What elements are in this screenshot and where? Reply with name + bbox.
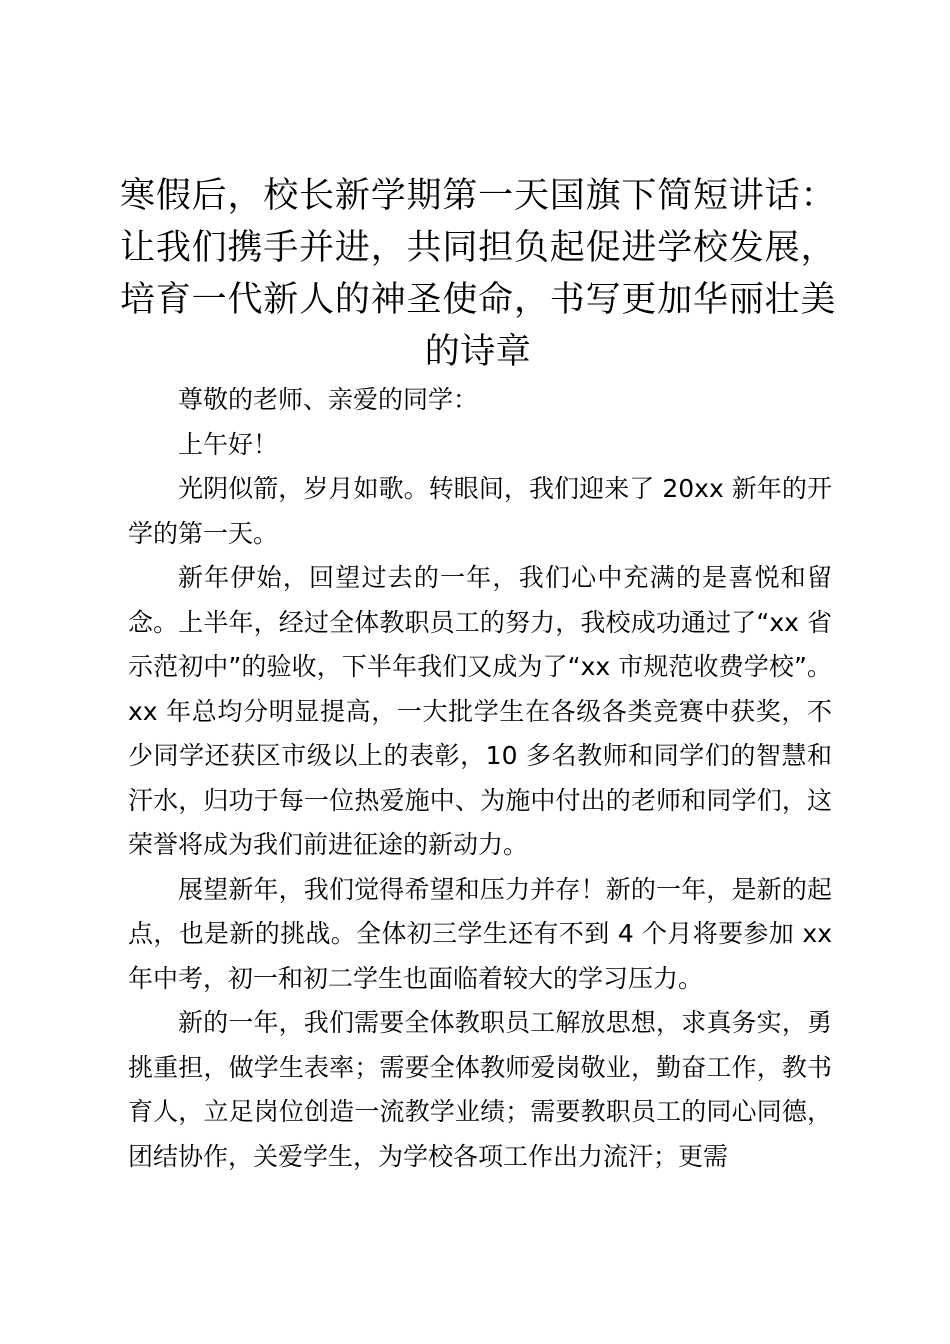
- body-paragraph: 新的一年，我们需要全体教职员工解放思想，求真务实，勇挑重担，做学生表率；需要全体教师爱岗敬业，勤奋工作，教书育人，立足岗位创造一流教学业绩；需要教职员工的同心同德，团结协作，关爱学生，为学校各项工作出力流汗；更需: [128, 1008, 832, 1171]
- greeting: 上午好！: [178, 429, 279, 459]
- salutation: 尊敬的老师、亲爱的同学：: [178, 385, 479, 414]
- body-paragraph: 光阴似箭，岁月如歌。转眼间，我们迎来了 20xx 新年的开学的第一天。: [128, 474, 832, 548]
- document-body: [128, 378, 832, 1179]
- document-title: 寒假后，校长新学期第一天国旗下简短讲话：让我们携手并进，共同担负起促进学校发展，培育一代新人的神圣使命，书写更加华丽壮美的诗章: [120, 176, 836, 372]
- body-paragraph: 新年伊始，回望过去的一年，我们心中充满的是喜悦和留念。上半年，经过全体教职员工的努力，我校成功通过了“xx 省示范初中”的验收，下半年我们又成为了“xx 市规范收费学校”。xx 年总均分明显提高，一大批学生在各级各类竞赛中获奖，不少同学还获区市级以上的表彰，10 多名教师和同学们的智慧和汗水，归功于每一位热爱施中、为施中付出的老师和同学们，这荣誉将成为我们前进征途的新动力。: [128, 563, 832, 859]
- body-paragraph: 展望新年，我们觉得希望和压力并存！新的一年，是新的起点，也是新的挑战。全体初三学生还有不到 4 个月将要参加 xx 年中考，初一和初二学生也面临着较大的学习压力。: [128, 874, 832, 993]
